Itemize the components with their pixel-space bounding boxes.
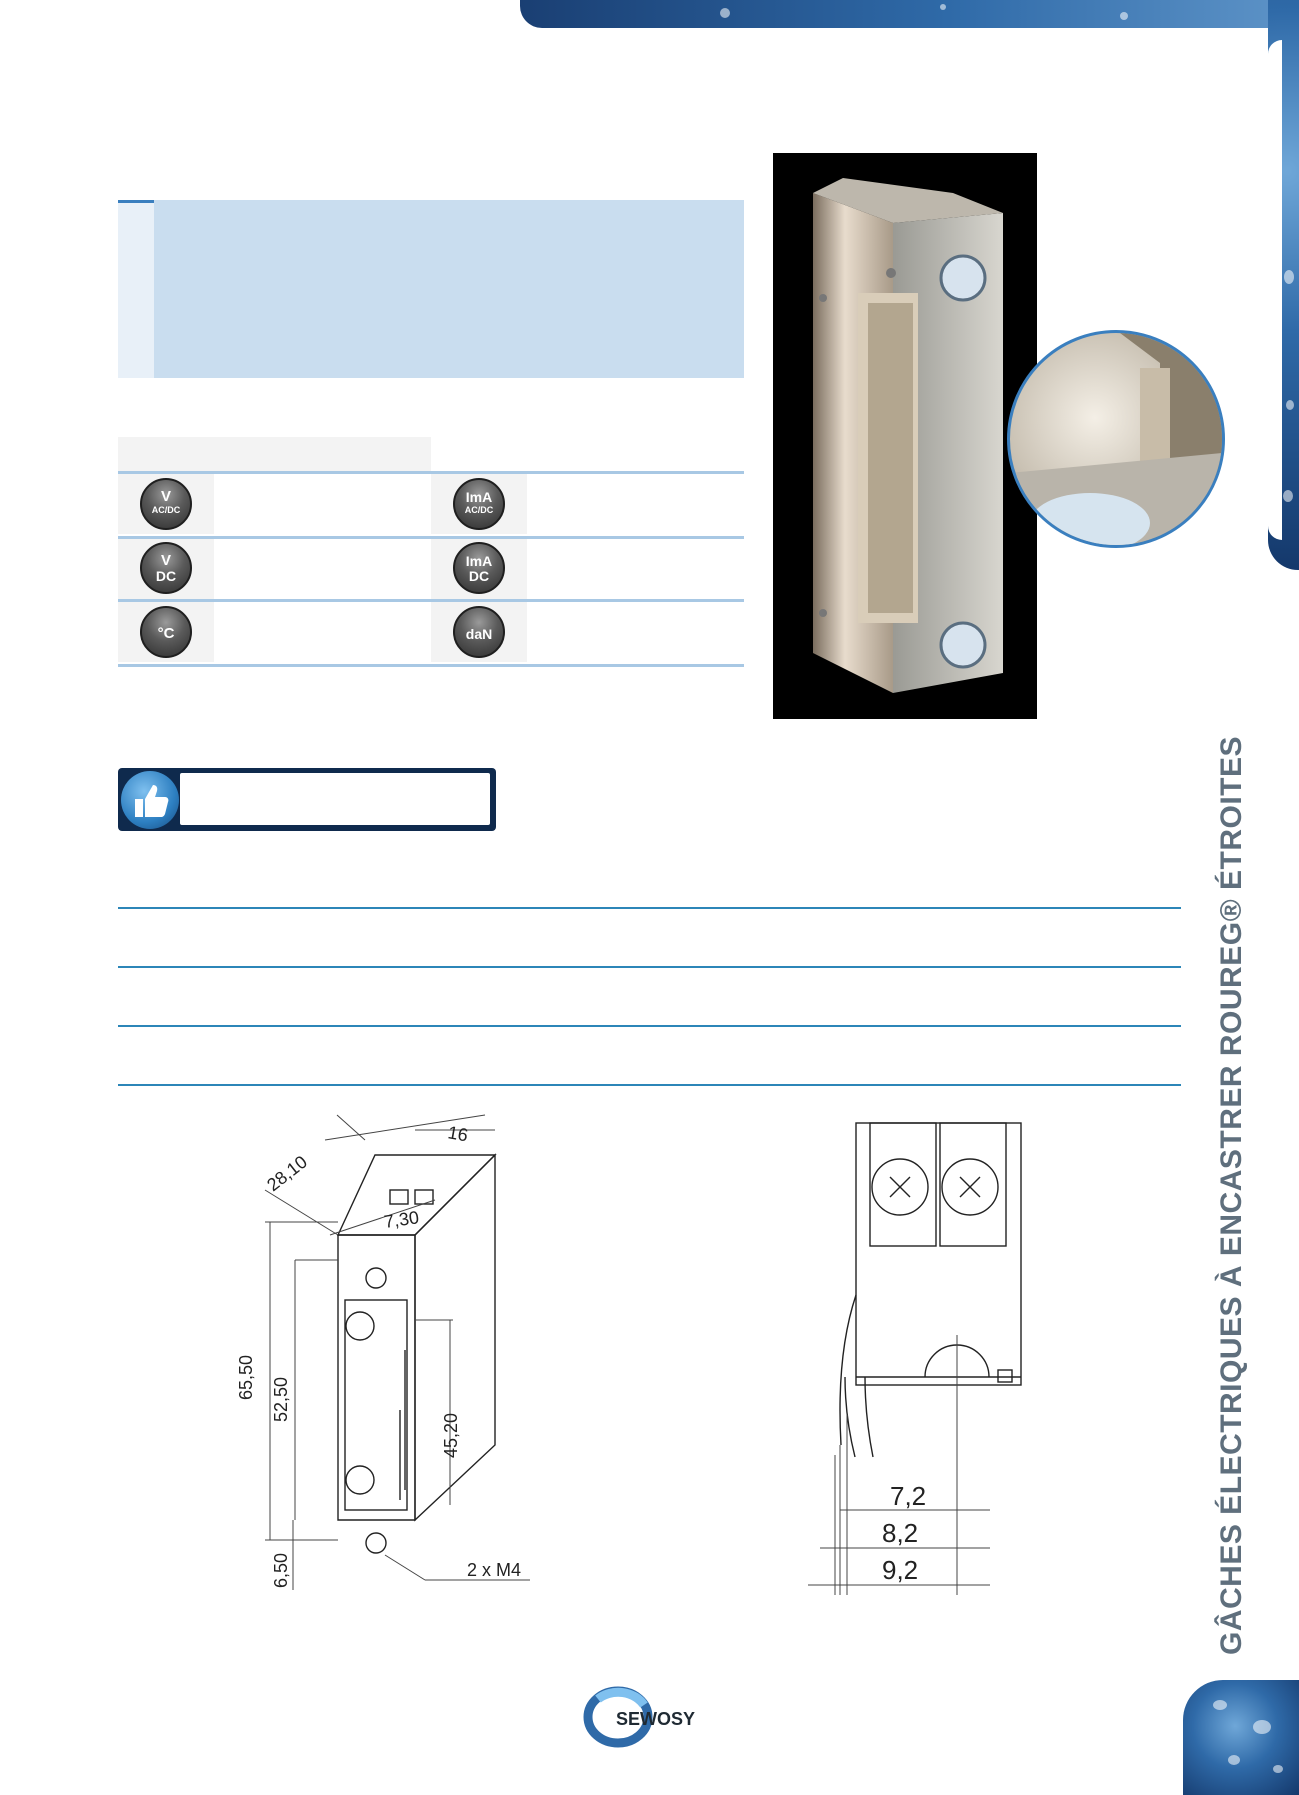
voltage-dc-icon: V DC bbox=[140, 542, 192, 594]
dim-6-50: 6,50 bbox=[271, 1552, 291, 1588]
spec-table-header bbox=[118, 437, 431, 471]
spec-icon-cell bbox=[431, 539, 527, 599]
dim-9-2: 9,2 bbox=[882, 1555, 919, 1585]
thumbs-up-icon bbox=[121, 771, 179, 829]
product-detail-zoom bbox=[1007, 330, 1225, 548]
spec-row bbox=[118, 539, 744, 601]
dimension-drawing-side bbox=[800, 1115, 1030, 1595]
dim-7-30: 7,30 bbox=[382, 1207, 421, 1232]
spec-icon-cell bbox=[118, 474, 214, 534]
dim-2xm4: 2 x M4 bbox=[467, 1560, 522, 1580]
logo-text: SEWOSY bbox=[616, 1709, 696, 1729]
advantage-banner bbox=[118, 768, 496, 831]
water-drops-decoration-bottom bbox=[1183, 1680, 1299, 1795]
section-rule bbox=[118, 1025, 1181, 1027]
side-title: GÂCHES ÉLECTRIQUES À ENCASTRER ROUREG® ÉTROITES bbox=[1215, 735, 1248, 1655]
spec-row bbox=[118, 474, 744, 536]
spec-icon-cell bbox=[118, 602, 214, 662]
dim-16: 16 bbox=[446, 1122, 470, 1146]
spec-divider bbox=[118, 664, 744, 667]
info-box-tab bbox=[118, 200, 154, 378]
dim-65-50: 65,50 bbox=[236, 1354, 256, 1400]
product-photo bbox=[773, 153, 1037, 719]
dim-8-2: 8,2 bbox=[882, 1518, 919, 1548]
dim-52-50: 52,50 bbox=[271, 1376, 291, 1422]
dim-7-2: 7,2 bbox=[890, 1481, 927, 1511]
force-icon: daN bbox=[453, 606, 505, 658]
section-rule bbox=[118, 966, 1181, 968]
sewosy-logo bbox=[580, 1685, 720, 1749]
top-banner bbox=[520, 0, 1299, 28]
spec-icon-cell bbox=[431, 602, 527, 662]
spec-icon-cell bbox=[118, 539, 214, 599]
advantage-text-field bbox=[180, 773, 490, 825]
info-box-tab-line bbox=[118, 200, 154, 203]
water-drops-decoration-top bbox=[1268, 0, 1299, 570]
dim-28-10: 28,10 bbox=[263, 1151, 311, 1196]
section-rule bbox=[118, 907, 1181, 909]
spec-icon-cell bbox=[431, 474, 527, 534]
current-ac-dc-icon: ImA AC/DC bbox=[453, 478, 505, 530]
dimension-drawing-front bbox=[225, 1110, 545, 1600]
section-rule bbox=[118, 1084, 1181, 1086]
product-info-box bbox=[118, 200, 744, 378]
current-dc-icon: ImA DC bbox=[453, 542, 505, 594]
temperature-icon: °C bbox=[140, 606, 192, 658]
dim-45-20: 45,20 bbox=[441, 1412, 461, 1458]
voltage-ac-dc-icon: V AC/DC bbox=[140, 478, 192, 530]
spec-row bbox=[118, 602, 744, 664]
